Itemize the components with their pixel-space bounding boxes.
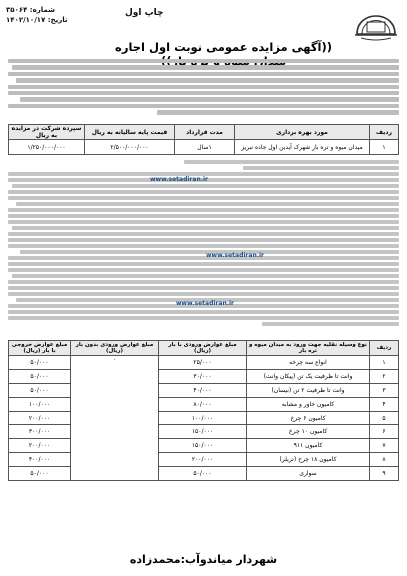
cell-base-price: ۲/۵۰۰/۰۰۰/۰۰۰ [85, 140, 175, 155]
header-row-number: ردیف [370, 341, 399, 356]
cell-row-number: ۱ [370, 356, 399, 370]
cell-exit-loaded: ۴۰۰/۰۰۰ [9, 453, 71, 467]
cell-entry-loaded: ۴۰/۰۰۰ [159, 383, 247, 397]
cell-row-number: ۳ [370, 383, 399, 397]
cell-entry-loaded: ۵۰/۰۰۰ [159, 467, 247, 481]
cell-entry-loaded: ۲۰۰/۰۰۰ [159, 453, 247, 467]
header-base-price: قیمت پایه سالیانه به ریال [85, 125, 175, 140]
reference-block [6, 5, 68, 25]
cell-vehicle-type: کامیون خاور و مشابه [247, 397, 370, 411]
table-row [9, 453, 399, 467]
table-row [9, 439, 399, 453]
header-deposit: سپرده شرکت در مزایده به ریال [9, 125, 85, 140]
cell-row-number: ۹ [370, 467, 399, 481]
cell-entry-loaded: ۱۰۰/۰۰۰ [159, 411, 247, 425]
cell-entry-loaded: ۱۵۰/۰۰۰ [159, 439, 247, 453]
intro-paragraph [8, 57, 399, 123]
cell-vehicle-type: کامیون ۱۰ چرخ [247, 425, 370, 439]
cell-row-number: ۸ [370, 453, 399, 467]
cell-vehicle-type: وانت تا ظرفیت یک تن (پیکان وانت) [247, 369, 370, 383]
table-row [9, 411, 399, 425]
cell-row-number: ۴ [370, 397, 399, 411]
ad-headline: ((آگهی مزایده عمومی نوبت اول اجاره [115, 40, 332, 54]
cell-row-number: ۱ [370, 140, 399, 155]
table-row [9, 356, 399, 370]
cell-exit-loaded: ۲۰۰/۰۰۰ [9, 411, 71, 425]
cell-entry-empty: ۰ [71, 356, 159, 481]
table-row [9, 383, 399, 397]
cell-duration: ۱سال [175, 140, 235, 155]
cell-row-number: ۷ [370, 439, 399, 453]
header-exit-loaded: مبلغ عوارض خروجی با بار (ریال) [9, 341, 71, 356]
website-watermark: www.setadiran.ir [176, 300, 235, 307]
header-entry-loaded: مبلغ عوارض ورودی با بار (ریال) [159, 341, 247, 356]
cell-exit-loaded: ۳۰۰/۰۰۰ [9, 425, 71, 439]
cell-exit-loaded: ۱۰۰/۰۰۰ [9, 397, 71, 411]
mayor-signature: شهردار میاندوآب:محمدزاده [129, 553, 278, 566]
cell-vehicle-type: سواری [247, 467, 370, 481]
cell-vehicle-type: وانت تا ظرفیت ۲ تن (نیسان) [247, 383, 370, 397]
header-duration: مدت قرارداد [175, 125, 235, 140]
cell-entry-loaded: ۸۰/۰۰۰ [159, 397, 247, 411]
cell-vehicle-type: کامیون ۱۸ چرخ (تریلر) [247, 453, 370, 467]
header-row-number: ردیف [370, 125, 399, 140]
terms-paragraphs [8, 158, 399, 335]
cell-exit-loaded: ۵۰/۰۰۰ [9, 369, 71, 383]
table-header-row [9, 341, 399, 356]
cell-row-number: ۶ [370, 425, 399, 439]
cell-entry-loaded: ۳۰/۰۰۰ [159, 369, 247, 383]
toll-table [8, 340, 399, 481]
table-row [9, 140, 399, 155]
cell-subject: میدان میوه و تره بار شهرک آیدین اول جاده تبریز [235, 140, 370, 155]
cell-vehicle-type: کامیون ۶ چرخ [247, 411, 370, 425]
website-watermark: www.setadiran.ir [206, 252, 265, 259]
cell-entry-loaded: ۲۵/۰۰۰ [159, 356, 247, 370]
cell-deposit: ۱/۲۵۰/۰۰۰/۰۰۰ [9, 140, 85, 155]
table-row [9, 369, 399, 383]
table-row [9, 397, 399, 411]
auction-item-table [8, 124, 399, 155]
cell-exit-loaded: ۵۰/۰۰۰ [9, 467, 71, 481]
header-entry-empty: مبلغ عوارض ورودی بدون بار (ریال) [71, 341, 159, 356]
cell-row-number: ۲ [370, 369, 399, 383]
municipality-logo-icon [351, 2, 401, 42]
table-header-row [9, 125, 399, 140]
cell-entry-loaded: ۱۵۰/۰۰۰ [159, 425, 247, 439]
cell-exit-loaded: ۲۰۰/۰۰۰ [9, 439, 71, 453]
website-watermark: www.setadiran.ir [150, 176, 209, 183]
table-row [9, 467, 399, 481]
cell-row-number: ۵ [370, 411, 399, 425]
reference-number: شماره: ۳۵۰۶۴ [6, 6, 55, 14]
cell-exit-loaded: ۵۰/۰۰۰ [9, 383, 71, 397]
reference-date: تاریخ: ۱۴۰۲/۱۰/۱۷ [6, 16, 68, 24]
edition-label: چاپ اول [125, 8, 164, 18]
header-subject: مورد بهره برداری [235, 125, 370, 140]
header-vehicle-type: نوع وسیله نقلیه جهت ورود به میدان میوه و تره بار [247, 341, 370, 356]
cell-vehicle-type: کامیون ۹۱۱ [247, 439, 370, 453]
cell-vehicle-type: انواع سه چرخه [247, 356, 370, 370]
cell-exit-loaded: ۵۰/۰۰۰ [9, 356, 71, 370]
table-row [9, 425, 399, 439]
